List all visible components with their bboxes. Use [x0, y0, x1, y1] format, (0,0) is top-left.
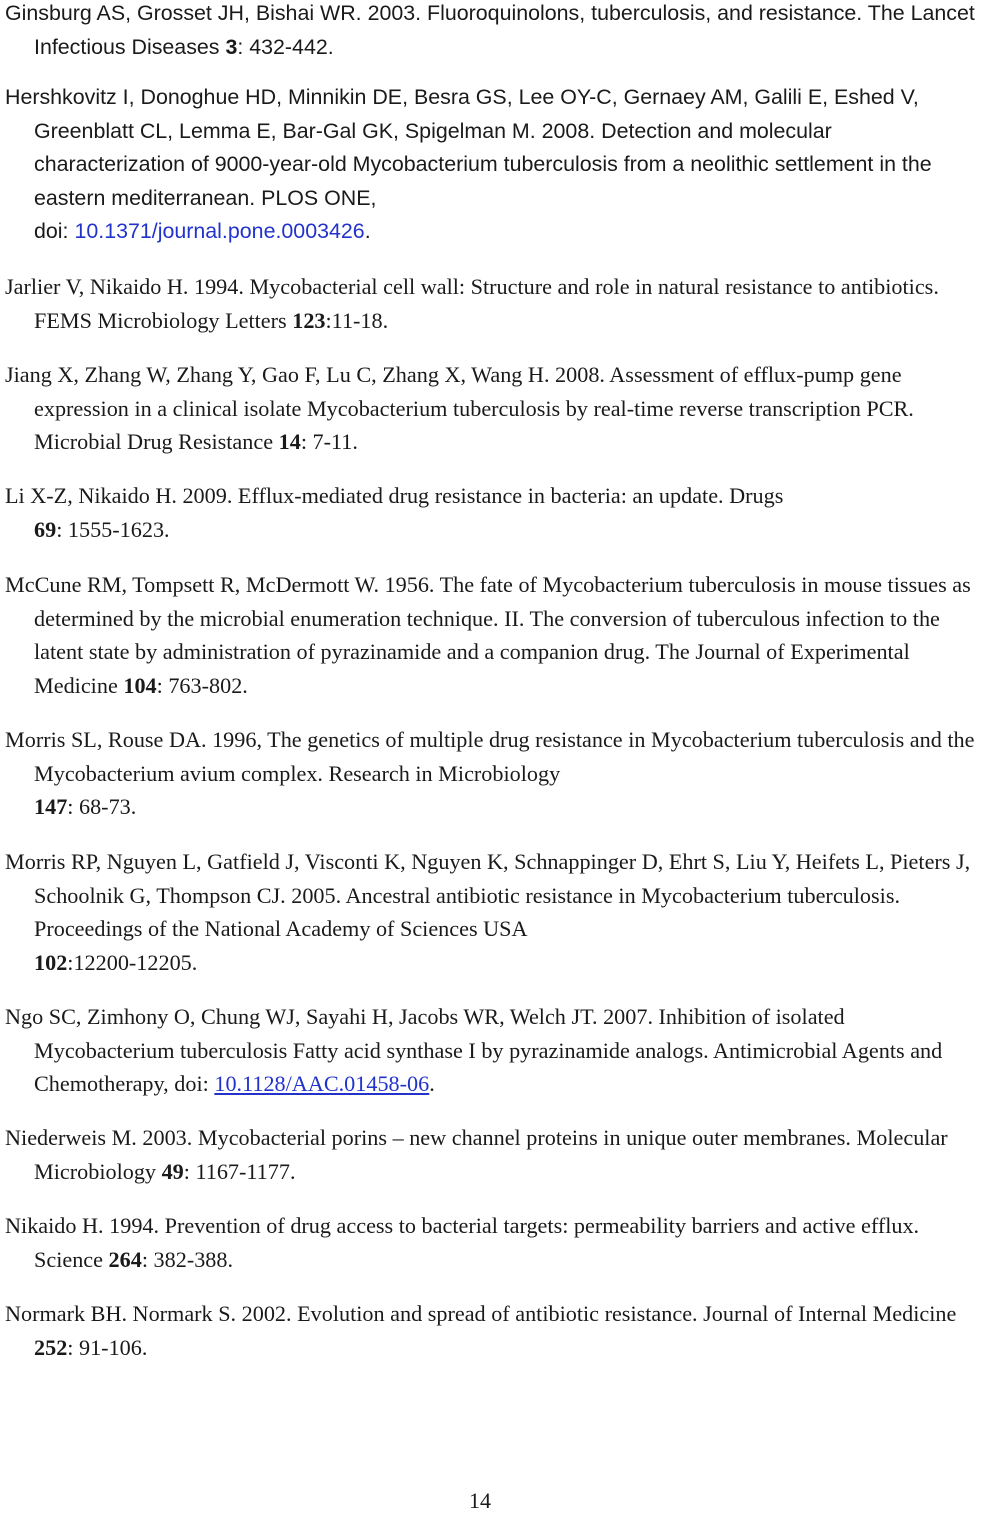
reference-doi-suffix: . — [429, 1071, 435, 1096]
reference-volume: 264 — [108, 1246, 142, 1272]
reference-text: McCune RM, Tompsett R, McDermott W. 1956. The fate of Mycobacterium tuberculosis in mouse tissues as determined by the microbial enumeration technique. II. The conversion of tuberculous infection to the latent state by administration of pyrazinamide and a companion drug. The Journal of Experimental Medicine — [5, 572, 971, 698]
reference-text: Normark BH. Normark S. 2002. Evolution and spread of antibiotic resistance. Journal of Internal Medicine — [5, 1301, 957, 1326]
reference-ginsburg-2003 — [5, 0, 986, 64]
reference-pages: : 1555-1623. — [56, 516, 170, 542]
reference-text: Hershkovitz I, Donoghue HD, Minnikin DE, Besra GS, Lee OY-C, Gernaey AM, Galili E, Eshed V, Greenblatt CL, Lemma E, Bar-Gal GK, Spigelman M. 2008. — [5, 85, 919, 143]
reference-pages: : 1167-1177. — [183, 1158, 296, 1184]
reference-text: Jiang X, Zhang W, Zhang Y, Gao F, Lu C, Zhang X, Wang H. 2008. Assessment of efflux-pump gene expression in a clinical isolate Mycobacterium tuberculosis by real-time reverse transcription PCR. Microbial Drug Resistance — [5, 362, 914, 454]
reference-ngo-2007 — [5, 1000, 986, 1101]
reference-text: Jarlier V, Nikaido H. 1994. Mycobacterial cell wall: Structure and role in natural resistance to antibiotics. FEMS Microbiology Letters — [5, 274, 939, 333]
reference-volume: 49 — [161, 1158, 184, 1184]
reference-text: Ginsburg AS, Grosset JH, Bishai WR. 2003. Fluoroquinolons, tuberculosis, and resistance. — [5, 1, 863, 25]
reference-morris-2005 — [5, 845, 986, 979]
reference-pages: : 68-73. — [67, 794, 137, 819]
reference-title: Detection and molecular characterization of 9000-year-old Mycobacterium tuberculosis from a neolithic settlement in the eastern mediterranean. PLOS ONE, — [34, 118, 932, 210]
reference-hershkovitz-2008 — [5, 81, 986, 249]
reference-volume: 104 — [123, 672, 157, 698]
reference-pages: : 382-388. — [141, 1246, 234, 1272]
reference-pages: : 432-442. — [237, 34, 334, 59]
reference-pages: : 91-106. — [67, 1334, 148, 1360]
reference-normark-2002 — [5, 1297, 986, 1364]
reference-mccune-1956 — [5, 568, 986, 702]
reference-text: Li X-Z, Nikaido H. 2009. Efflux-mediated drug resistance in bacteria: an update. Drugs — [5, 483, 784, 508]
reference-text: Niederweis M. 2003. Mycobacterial porins – new channel proteins in unique outer membranes. Molecular Microbiology — [5, 1125, 948, 1184]
reference-pages: : 763-802. — [156, 672, 248, 698]
reference-text: Nikaido H. 1994. Prevention of drug access to bacterial targets: permeability barriers and active efflux. Science — [5, 1213, 920, 1272]
reference-pages: :11-18. — [325, 307, 389, 333]
reference-pages: : 7-11. — [300, 429, 358, 454]
reference-volume: 69 — [34, 516, 57, 542]
reference-nikaido-1994 — [5, 1209, 986, 1276]
reference-journal: The Lancet Infectious Diseases — [34, 1, 975, 59]
doi-link[interactable]: 10.1371/journal.pone.0003426 — [74, 219, 365, 243]
reference-jiang-2008 — [5, 358, 986, 459]
reference-volume: 14 — [278, 429, 301, 454]
reference-doi-prefix: doi: — [34, 219, 69, 243]
reference-morris-1996 — [5, 723, 986, 824]
reference-text: Ngo SC, Zimhony O, Chung WJ, Sayahi H, Jacobs WR, Welch JT. 2007. Inhibition of isolated Mycobacterium tuberculosis Fatty acid synthase I by pyrazinamide analogs. Antimicrobial Agents and Chemotherapy, doi: — [5, 1004, 943, 1096]
reference-li-2009 — [5, 479, 986, 546]
reference-pages: :12200-12205. — [67, 949, 198, 975]
reference-volume: 102 — [34, 949, 68, 975]
doi-link[interactable]: 10.1128/AAC.01458-06 — [214, 1071, 430, 1096]
reference-niederweis-2003 — [5, 1121, 986, 1188]
page-number: 14 — [469, 1488, 491, 1513]
reference-volume: 252 — [34, 1334, 68, 1360]
reference-volume: 123 — [292, 307, 326, 333]
reference-text: Morris SL, Rouse DA. 1996, The genetics of multiple drug resistance in Mycobacterium tuberculosis and the Mycobacterium avium complex. Research in Microbiology — [5, 727, 975, 786]
reference-volume: 147 — [34, 794, 68, 819]
reference-jarlier-1994 — [5, 270, 986, 337]
reference-doi-suffix: . — [364, 219, 371, 243]
reference-text: Morris RP, Nguyen L, Gatfield J, Visconti K, Nguyen K, Schnappinger D, Ehrt S, Liu Y, Heifets L, Pieters J, Schoolnik G, Thompson CJ. 2005. Ancestral antibiotic resistance in Mycobacterium tuberculosis. Proceedings of the National Academy of Sciences USA — [5, 849, 971, 941]
reference-volume: 3 — [225, 34, 238, 59]
